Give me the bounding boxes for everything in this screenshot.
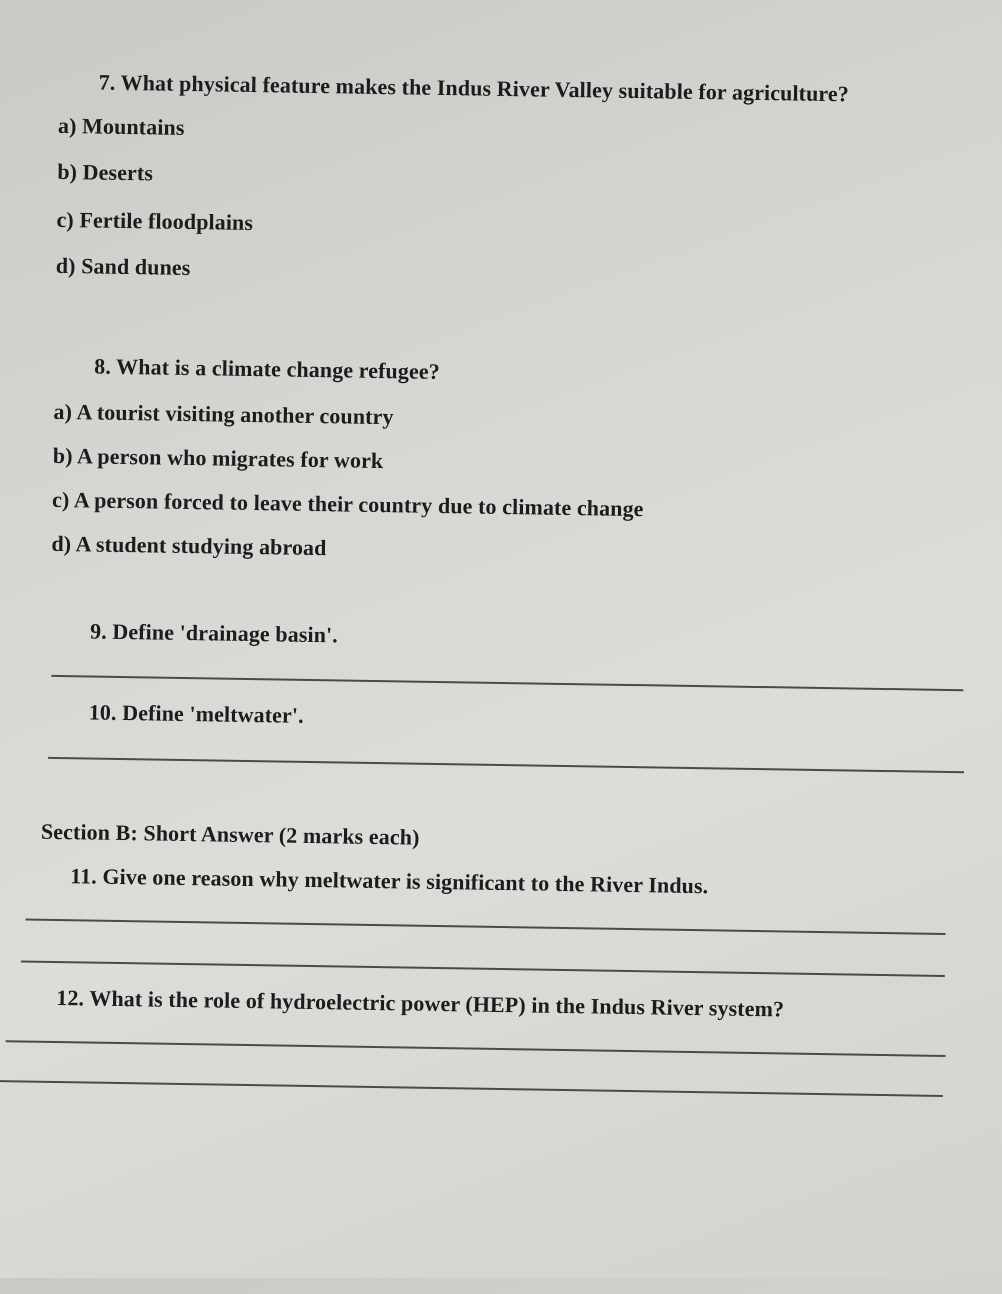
question-11: 11. Give one reason why meltwater is significant to the River Indus. xyxy=(70,863,709,899)
q8-option-a: a) A tourist visiting another country xyxy=(53,398,394,430)
q12-answer-line-2[interactable] xyxy=(0,1080,943,1096)
section-b-heading: Section B: Short Answer (2 marks each) xyxy=(40,818,420,850)
q9-answer-line[interactable] xyxy=(51,675,963,691)
question-7: 7. What physical feature makes the Indus River Valley suitable for agriculture? xyxy=(98,69,850,107)
question-10: 10. Define 'meltwater'. xyxy=(88,699,304,728)
q7-option-b: b) Deserts xyxy=(57,158,154,186)
q7-option-c: c) Fertile floodplains xyxy=(56,206,254,236)
q12-answer-line-1[interactable] xyxy=(6,1040,946,1056)
q11-answer-line-1[interactable] xyxy=(26,919,946,935)
q8-option-c: c) A person forced to leave their country due to climate change xyxy=(51,486,644,522)
q10-answer-line[interactable] xyxy=(48,757,964,773)
question-9: 9. Define 'drainage basin'. xyxy=(89,618,339,648)
question-12: 12. What is the role of hydroelectric power (HEP) in the Indus River system? xyxy=(56,985,785,1022)
q11-answer-line-2[interactable] xyxy=(21,960,945,976)
question-8: 8. What is a climate change refugee? xyxy=(94,353,440,384)
q7-option-d: d) Sand dunes xyxy=(55,252,191,281)
q8-option-b: b) A person who migrates for work xyxy=(52,442,384,474)
q8-option-d: d) A student studying abroad xyxy=(51,530,327,561)
q7-option-a: a) Mountains xyxy=(57,112,185,140)
